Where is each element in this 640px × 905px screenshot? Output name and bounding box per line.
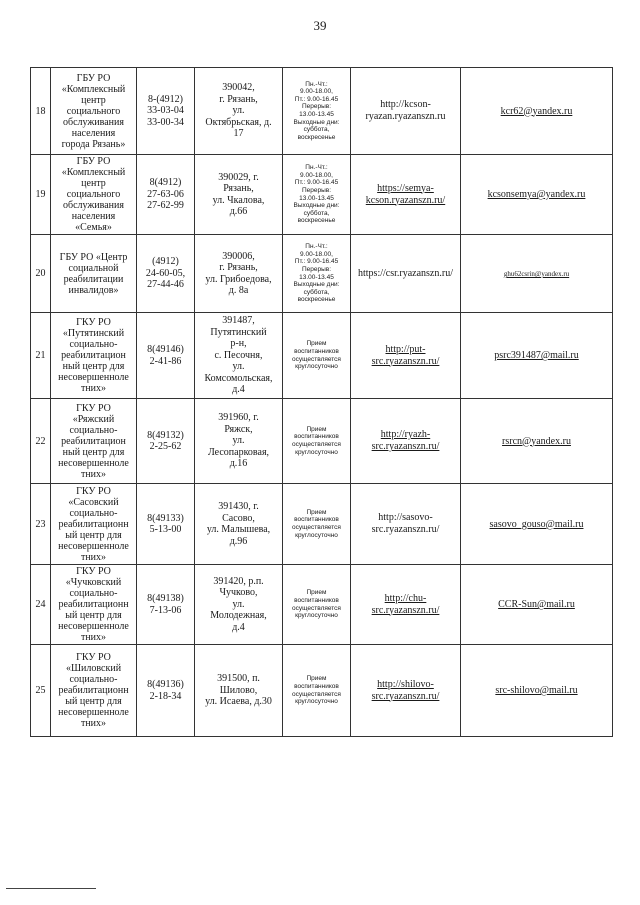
address-line: д.16: [229, 458, 248, 470]
phone-cell: [137, 155, 195, 235]
working-hours-line: осуществляется: [292, 355, 341, 363]
address-line: Октябрьская, д.: [205, 116, 272, 128]
address-line: ул. Малышева,: [206, 524, 271, 535]
institution-name-line: ГБУ РО: [76, 72, 111, 84]
website-link[interactable]: [351, 313, 461, 399]
working-hours-line: Пн.-Чт.:: [305, 80, 328, 88]
working-hours-line: Пт.: 9.00-16.45: [294, 258, 339, 266]
row-number: 20: [31, 235, 51, 313]
institution-name-line: несовершенноле: [58, 457, 129, 469]
phone-cell: [137, 235, 195, 313]
address-line: д. 8а: [228, 285, 249, 296]
row-number: 19: [31, 155, 51, 235]
address-line: ул. Чкалова,: [212, 194, 265, 206]
address-line: Комсомольская,: [204, 372, 273, 384]
table-row: [31, 68, 613, 155]
address-line: д.4: [232, 621, 245, 633]
website-link[interactable]: [351, 235, 461, 313]
institution-name: [51, 645, 137, 737]
page-number: 39: [313, 18, 327, 33]
phone-line: 33-00-34: [147, 116, 184, 128]
email-link[interactable]: [461, 313, 613, 399]
working-hours-cell: [283, 399, 351, 484]
working-hours-cell: [283, 484, 351, 565]
institution-name-line: тних»: [80, 551, 107, 563]
working-hours-line: 13.00-13.45: [299, 273, 334, 281]
row-number: 22: [31, 399, 51, 484]
phone-line: 7-13-06: [149, 604, 182, 616]
address-line: ул.: [232, 598, 245, 610]
institution-name-line: ГКУ РО: [76, 652, 111, 663]
institution-name: [51, 399, 137, 484]
address-line: ул. Грибоедова,: [205, 273, 272, 285]
table-row: [31, 313, 613, 399]
phone-line: 24-60-05,: [145, 267, 186, 279]
institution-name-line: обслуживания: [63, 200, 124, 211]
working-hours-line: осуществляется: [292, 604, 341, 612]
working-hours-cell: [283, 155, 351, 235]
address-line: с. Песочня,: [214, 349, 263, 361]
institution-name-line: реабилитацион: [61, 435, 126, 447]
table-row: [31, 155, 613, 235]
website-text[interactable]: ryazan.ryazanszn.ru: [365, 111, 446, 122]
address-line: ул. Исаева, д.30: [205, 696, 272, 708]
institution-name-line: инвалидов»: [68, 284, 119, 296]
phone-line: 27-62-99: [147, 200, 184, 212]
address-line: ул.: [232, 105, 245, 117]
working-hours-line: 13.00-13.45: [299, 194, 334, 202]
institution-name-line: города Рязань»: [61, 138, 126, 150]
institution-name: [51, 68, 137, 155]
working-hours-line: Пн.-Чт.:: [305, 164, 328, 172]
institution-name-line: ый центр для: [65, 529, 122, 541]
working-hours-line: круглосуточно: [295, 612, 338, 620]
address-cell: [195, 645, 283, 737]
address-line: Чучково,: [219, 587, 258, 599]
institution-name-line: «Комплексный: [61, 167, 126, 178]
working-hours-line: осуществляется: [292, 441, 341, 448]
working-hours-cell: [283, 565, 351, 645]
institution-name-line: ный центр для: [62, 361, 125, 372]
working-hours-line: воскресенье: [297, 296, 336, 304]
working-hours-line: воскресенье: [297, 133, 336, 141]
website-text[interactable]: src.ryazanszn.ru/: [371, 690, 440, 702]
phone-line: 2-41-86: [149, 355, 182, 367]
phone-line: 8(4912): [149, 177, 182, 189]
institution-name-line: социально-: [69, 588, 118, 599]
institution-name-line: несовершенноле: [58, 372, 129, 383]
website-text[interactable]: http://ryazh-: [380, 429, 431, 440]
institution-name-line: социального: [66, 189, 121, 200]
website-text[interactable]: https://csr.ryazanszn.ru/: [358, 267, 453, 279]
website-text[interactable]: http://sasovo-: [378, 512, 433, 523]
phone-line: 5-13-00: [149, 524, 182, 535]
phone-line: 8(49136): [147, 679, 184, 690]
working-hours-line: круглосуточно: [295, 448, 338, 456]
row-number: 25: [31, 645, 51, 737]
address-line: 390042,: [222, 82, 255, 94]
address-line: д.66: [229, 206, 248, 217]
institution-name-line: «Ряжский: [72, 413, 115, 425]
working-hours-line: суббота,: [303, 209, 330, 217]
address-line: ул.: [232, 361, 245, 373]
working-hours-line: Выходные дни:: [293, 118, 340, 126]
working-hours-line: воспитанников: [294, 347, 339, 355]
institution-name-line: ГКУ РО: [76, 402, 111, 414]
institution-name-line: социального: [66, 105, 121, 117]
phone-line: 2-18-34: [149, 690, 182, 702]
working-hours-line: Перерыв:: [301, 186, 332, 194]
working-hours-line: 9.00-18.00,: [300, 171, 333, 179]
institution-name-line: реабилитационн: [58, 599, 129, 610]
email-text[interactable]: sasovo_gouso@mail.ru: [489, 518, 584, 530]
working-hours-line: осуществляется: [292, 524, 341, 531]
website-text[interactable]: src.ryazanszn.ru/: [371, 604, 440, 616]
address-line: Молодежная,: [210, 610, 267, 622]
institution-name-line: «Чучковский: [65, 577, 122, 588]
website-link[interactable]: [351, 155, 461, 235]
email-link[interactable]: [461, 235, 613, 313]
website-text[interactable]: src.ryazanszn.ru/: [371, 524, 440, 535]
institution-name-line: ый центр для: [65, 696, 122, 707]
address-cell: [195, 68, 283, 155]
institution-name-line: центр: [81, 94, 106, 106]
address-cell: [195, 399, 283, 484]
website-text[interactable]: src.ryazanszn.ru/: [371, 441, 440, 452]
table-row: [31, 484, 613, 565]
working-hours-line: суббота,: [303, 288, 330, 296]
address-line: 391500, п.: [217, 673, 260, 685]
institution-name-line: тних»: [80, 383, 107, 394]
working-hours-line: Выходные дни:: [293, 281, 340, 289]
email-link[interactable]: [461, 399, 613, 484]
email-link[interactable]: [461, 645, 613, 737]
institution-name-line: «Семья»: [75, 222, 112, 233]
table-row: [31, 399, 613, 484]
institution-name-line: реабилитацион: [61, 350, 126, 361]
address-cell: [195, 155, 283, 235]
phone-line: 33-03-04: [147, 105, 184, 117]
phone-cell: [137, 68, 195, 155]
institution-name-line: реабилитации: [63, 273, 124, 285]
working-hours-line: 13.00-13.45: [299, 111, 334, 118]
working-hours-line: Прием: [306, 425, 327, 433]
institution-name-line: социально-: [69, 424, 118, 436]
phone-cell: [137, 399, 195, 484]
website-text[interactable]: http://kcson-: [380, 99, 431, 110]
working-hours-line: 9.00-18.00,: [300, 250, 333, 258]
working-hours-line: Пн.-Чт.:: [305, 243, 328, 251]
phone-cell: [137, 313, 195, 399]
institution-name-line: обслуживания: [63, 116, 124, 128]
address-line: Ряжск,: [224, 423, 253, 435]
phone-line: 2-25-62: [149, 441, 182, 452]
address-line: Лесопарковая,: [207, 446, 270, 458]
institution-name-line: социальной: [68, 262, 119, 274]
institution-name-line: «Шиловский: [65, 663, 122, 674]
phone-line: 8(49138): [147, 593, 184, 604]
website-link[interactable]: [351, 399, 461, 484]
institution-name: [51, 313, 137, 399]
address-line: 17: [233, 128, 244, 140]
institution-name-line: социально-: [69, 507, 118, 519]
email-text[interactable]: psrc391487@mail.ru: [494, 350, 579, 361]
phone-cell: [137, 484, 195, 565]
address-line: Путятинский: [210, 326, 267, 338]
website-link[interactable]: [351, 645, 461, 737]
institution-name-line: ГБУ РО «Центр: [59, 251, 128, 263]
address-line: г. Рязань,: [219, 262, 258, 273]
institution-name-line: несовершенноле: [58, 707, 129, 718]
working-hours-line: суббота,: [303, 126, 330, 134]
address-cell: [195, 313, 283, 399]
working-hours-line: осуществляется: [292, 690, 341, 698]
address-line: 390029, г.: [218, 171, 259, 183]
address-line: р-н,: [230, 338, 247, 350]
working-hours-line: воспитанников: [294, 596, 339, 604]
address-line: 391960, г.: [218, 412, 259, 424]
email-text[interactable]: rsrcn@yandex.ru: [502, 435, 571, 447]
website-link[interactable]: [351, 68, 461, 155]
institution-name-line: несовершенноле: [58, 540, 129, 552]
institution-name-line: несовершенноле: [58, 621, 129, 632]
email-link[interactable]: [461, 565, 613, 645]
email-text[interactable]: CCR-Sun@mail.ru: [498, 599, 575, 610]
working-hours-line: Прием: [306, 675, 327, 683]
institution-name-line: тних»: [80, 468, 107, 480]
website-text[interactable]: kcson.ryazanszn.ru/: [365, 194, 446, 206]
website-text[interactable]: http://chu-: [384, 592, 427, 604]
address-line: г. Рязань,: [219, 93, 258, 105]
working-hours-line: Перерыв:: [301, 103, 332, 111]
institution-name: [51, 235, 137, 313]
working-hours-line: Прием: [306, 508, 327, 516]
institution-name-line: ГБУ РО: [76, 156, 111, 167]
institution-name-line: ГКУ РО: [76, 566, 111, 577]
address-line: 391487,: [222, 315, 255, 327]
working-hours-cell: [283, 235, 351, 313]
institution-name-line: «Сасовский: [68, 496, 119, 508]
working-hours-line: Пт.: 9.00-16.45: [294, 95, 339, 103]
email-text[interactable]: kcsonsemya@yandex.ru: [487, 189, 586, 200]
working-hours-cell: [283, 68, 351, 155]
institution-name: [51, 155, 137, 235]
address-line: д.4: [232, 384, 245, 396]
address-cell: [195, 565, 283, 645]
institution-name: [51, 565, 137, 645]
row-number: 18: [31, 68, 51, 155]
working-hours-line: воспитанников: [294, 682, 339, 690]
website-text[interactable]: http://put-src.ryazanszn.ru/: [371, 343, 440, 367]
email-text[interactable]: kcr62@yandex.ru: [500, 105, 573, 117]
institution-name-line: ГКУ РО: [76, 485, 111, 497]
email-text[interactable]: src-shilovo@mail.ru: [495, 685, 578, 696]
phone-line: 8-(4912): [148, 93, 183, 105]
institution-name-line: реабилитационн: [58, 685, 129, 696]
working-hours-cell: [283, 313, 351, 399]
row-number: 21: [31, 313, 51, 399]
working-hours-line: 9.00-18.00,: [300, 88, 333, 96]
institution-name-line: ный центр для: [62, 446, 125, 458]
email-link[interactable]: [461, 68, 613, 155]
phone-line: 8(49132): [147, 429, 184, 441]
phone-line: 8(49133): [147, 512, 184, 524]
phone-cell: [137, 565, 195, 645]
address-line: ул.: [232, 435, 245, 447]
working-hours-line: круглосуточно: [295, 698, 338, 706]
working-hours-line: воскресенье: [297, 217, 336, 225]
footnote-divider: [6, 888, 96, 889]
address-line: Шилово,: [219, 684, 258, 696]
working-hours-line: воспитанников: [294, 516, 339, 524]
table-row: [31, 235, 613, 313]
institution-name-line: ый центр для: [65, 610, 122, 621]
address-cell: [195, 484, 283, 565]
address-line: д.96: [229, 535, 248, 547]
email-link[interactable]: [461, 484, 613, 565]
table-row: [31, 565, 613, 645]
phone-line: (4912): [152, 256, 179, 268]
working-hours-line: Прием: [306, 340, 327, 348]
address-cell: [195, 235, 283, 313]
institution-name-line: тних»: [80, 632, 107, 643]
institution-name-line: реабилитационн: [58, 518, 129, 530]
working-hours-cell: [283, 645, 351, 737]
working-hours-line: Пт.: 9.00-16.45: [294, 179, 339, 187]
institution-name-line: социально-: [69, 674, 118, 685]
institution-name-line: тних»: [80, 718, 107, 729]
institution-name-line: «Комплексный: [61, 83, 126, 95]
phone-line: 27-63-06: [147, 188, 184, 200]
website-text[interactable]: https://semya-: [377, 182, 434, 194]
institution-name-line: социально-: [69, 339, 118, 350]
table-row: [31, 645, 613, 737]
institution-name-line: населения: [71, 127, 116, 139]
address-line: 391430, г.: [218, 501, 259, 512]
website-link[interactable]: [351, 484, 461, 565]
phone-cell: [137, 645, 195, 737]
working-hours-line: воспитанников: [294, 433, 339, 441]
address-line: Рязань,: [223, 183, 254, 194]
working-hours-line: круглосуточно: [295, 363, 338, 371]
working-hours-line: Прием: [306, 589, 327, 597]
address-line: Сасово,: [222, 512, 255, 524]
working-hours-line: Выходные дни:: [293, 202, 340, 210]
address-line: 390006,: [222, 250, 255, 262]
phone-line: 27-44-46: [147, 279, 184, 291]
email-link[interactable]: [461, 155, 613, 235]
address-line: 391420, р.п.: [213, 575, 264, 587]
institution-name: [51, 484, 137, 565]
row-number: 23: [31, 484, 51, 565]
institution-name-line: «Путятинский: [62, 328, 125, 339]
working-hours-line: круглосуточно: [295, 531, 338, 539]
institution-name-line: ГКУ РО: [76, 317, 111, 328]
phone-line: 8(49146): [147, 344, 184, 355]
institutions-table: [30, 67, 613, 737]
institution-name-line: населения: [71, 211, 116, 222]
working-hours-line: Перерыв:: [301, 265, 332, 273]
website-link[interactable]: [351, 565, 461, 645]
row-number: 24: [31, 565, 51, 645]
email-text[interactable]: ghu62csrin@yandex.ru: [503, 270, 570, 278]
institution-name-line: центр: [81, 178, 106, 189]
website-text[interactable]: http://shilovo-: [377, 678, 434, 690]
